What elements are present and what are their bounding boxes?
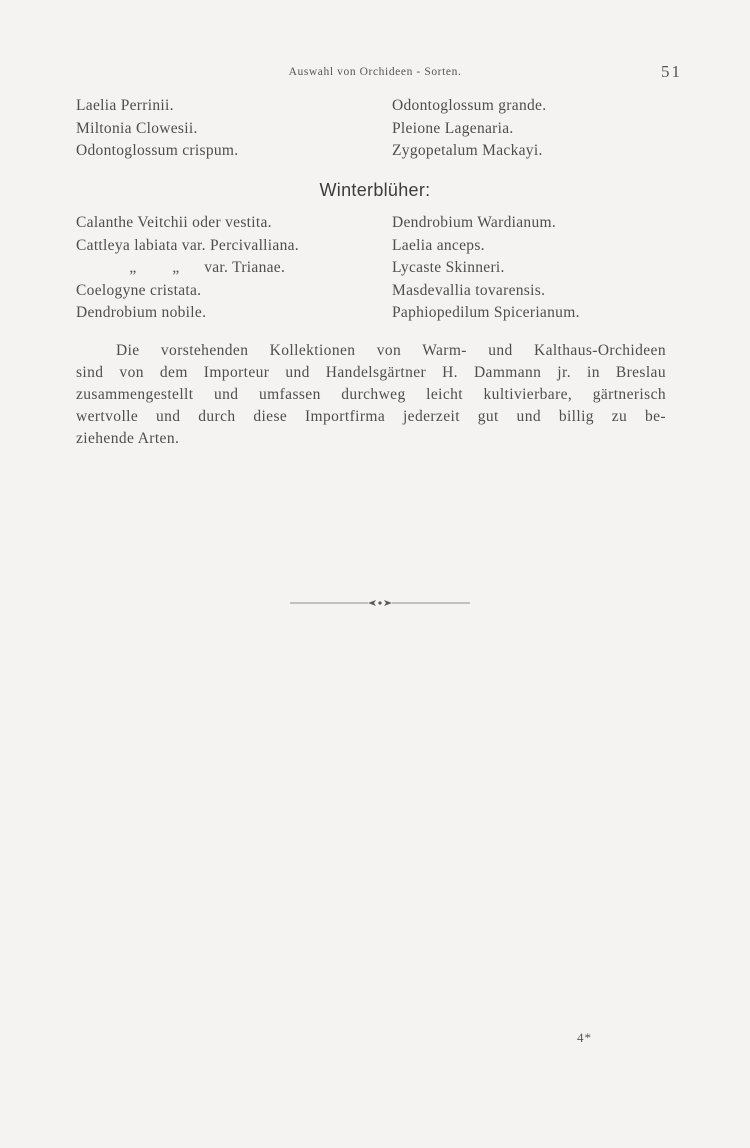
orchid-list-left (76, 95, 238, 163)
list-item: Pleione Lagenaria. (392, 119, 514, 137)
list-item: Lycaste Skinneri. (392, 259, 505, 276)
running-title: Auswahl von Orchideen - Sorten. (288, 66, 462, 78)
list-item: Paphiopedilum Spicerianum. (392, 304, 580, 321)
winter-list-left (76, 212, 299, 325)
page-number: 51 (661, 62, 682, 81)
ditto-mark: „ (172, 259, 180, 276)
list-item: Laelia Perrinii. (76, 97, 174, 114)
body-paragraph (76, 340, 666, 450)
list-item: Laelia anceps. (392, 236, 485, 254)
paragraph-line: wertvolle und durch diese Importfirma jederzeit gut und billig zu be- (76, 408, 666, 425)
list-item: Zygopetalum Mackayi. (392, 142, 543, 159)
list-item: Dendrobium nobile. (76, 304, 207, 321)
list-item: Miltonia Clowesii. (76, 119, 198, 137)
list-item: Dendrobium Wardianum. (392, 214, 557, 231)
list-item: Odontoglossum crispum. (76, 142, 239, 159)
section-heading: Winterblüher: (319, 180, 431, 200)
list-item-ditto (76, 257, 299, 280)
signature-mark: 4* (577, 1030, 592, 1045)
orchid-list-right (392, 95, 546, 163)
paragraph-line: Die vorstehenden Kollektionen von Warm- und Kalthaus-Orchideen (116, 342, 666, 359)
paragraph-line: zusammengestellt und umfassen durchweg leicht kultivierbare, gärtnerisch (76, 386, 666, 403)
list-item: Coelogyne cristata. (76, 281, 202, 299)
winter-list-right (392, 212, 580, 325)
list-item: Cattleya labiata var. Percivalliana. (76, 236, 299, 254)
paragraph-line: sind von dem Importeur und Handelsgärtner H. Dammann jr. in Breslau (76, 364, 666, 381)
paragraph-line: ziehende Arten. (76, 430, 180, 447)
section-divider-ornament (290, 596, 470, 610)
list-item: Odontoglossum grande. (392, 97, 547, 114)
list-item: Masdevallia tovarensis. (392, 281, 546, 299)
list-item-text: var. Trianae. (204, 259, 286, 276)
list-item: Calanthe Veitchii oder vestita. (76, 214, 272, 231)
ditto-mark: „ (129, 259, 137, 276)
